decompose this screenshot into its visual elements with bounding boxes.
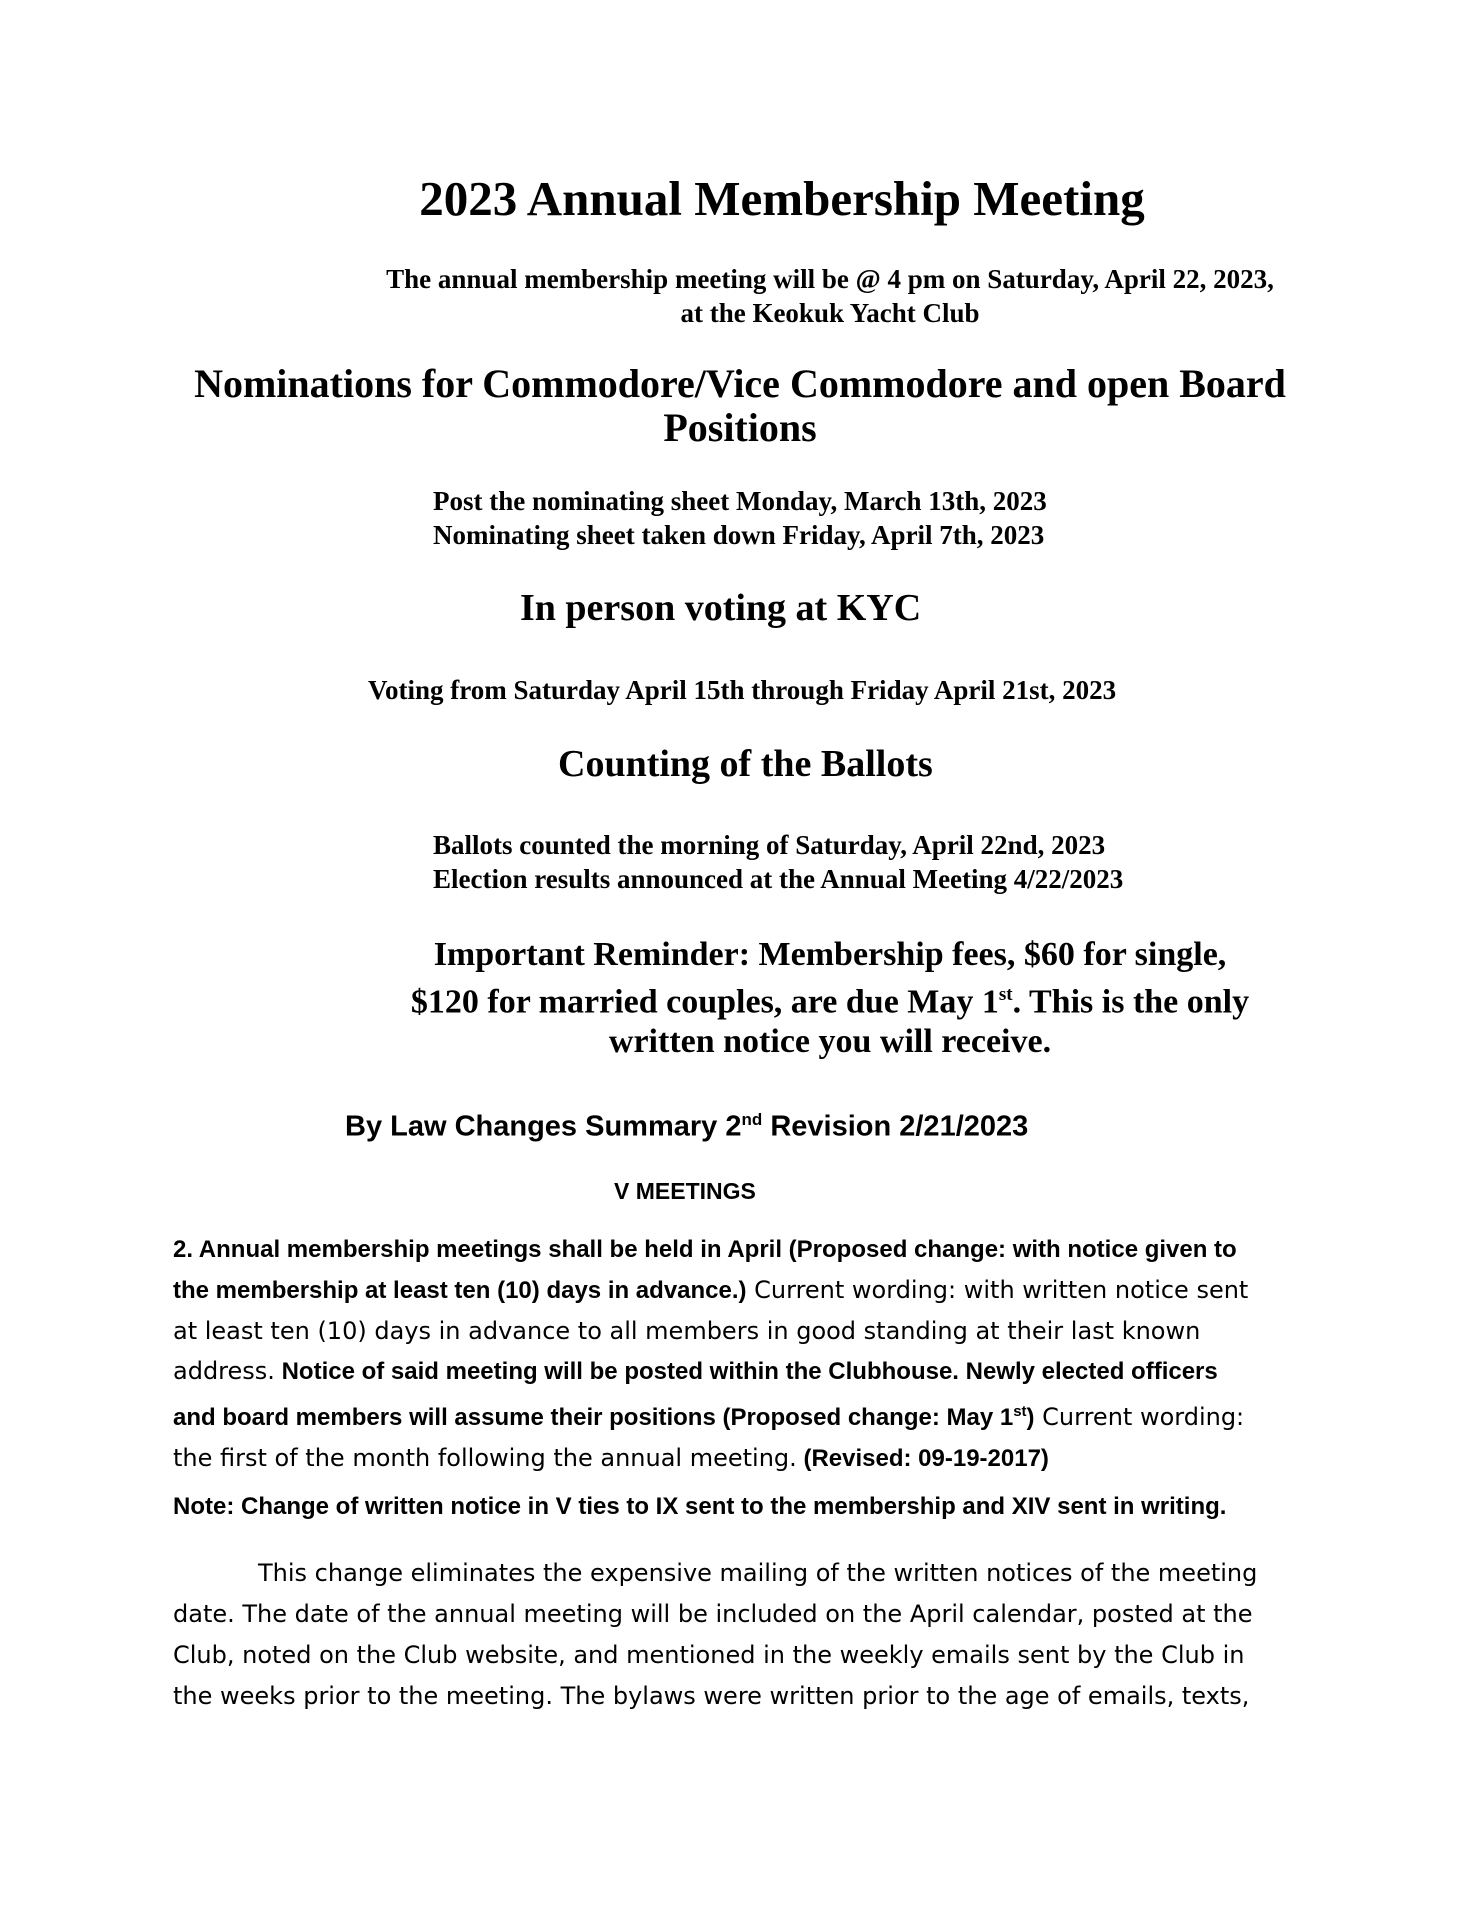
meeting-info-line: The annual membership meeting will be @ 4 pm on Saturday, April 22, 2023, bbox=[386, 264, 1274, 294]
ordinal-suffix: st bbox=[1013, 1403, 1027, 1420]
ballots-counted-date: Ballots counted the morning of Saturday, April 22nd, 2023 bbox=[433, 830, 1106, 860]
reminder-line1: Important Reminder: Membership fees, $60 for single, bbox=[433, 936, 1227, 973]
current-wording: address. bbox=[173, 1357, 275, 1385]
proposed-wording: the membership at least ten (10) days in advance.) bbox=[173, 1277, 747, 1304]
reminder-ordinal: st bbox=[998, 984, 1013, 1005]
voting-dates: Voting from Saturday April 15th through Friday April 21st, 2023 bbox=[368, 675, 1117, 705]
article-line: at least ten (10) days in advance to all members in good standing at their last known bbox=[173, 1317, 1201, 1345]
current-wording: the first of the month following the annual meeting. bbox=[173, 1444, 797, 1472]
nominating-takedown-date: Nominating sheet taken down Friday, April 7th, 2023 bbox=[433, 520, 1045, 550]
reminder-line2-text: $120 for married couples, are due May 1 bbox=[410, 983, 999, 1021]
explanation-line: This change eliminates the expensive mailing of the written notices of the meeting bbox=[258, 1559, 1258, 1587]
article-line bbox=[173, 1438, 1248, 1479]
proposed-wording: ) bbox=[1026, 1404, 1035, 1431]
voting-heading: In person voting at KYC bbox=[520, 587, 922, 629]
change-explanation bbox=[173, 1553, 1257, 1717]
reminder-line2 bbox=[330, 975, 1330, 1022]
page-title: 2023 Annual Membership Meeting bbox=[419, 171, 1145, 226]
nominations-heading-line2: Positions bbox=[663, 405, 817, 450]
article-line bbox=[173, 1270, 1248, 1311]
nominating-post-date: Post the nominating sheet Monday, March 13th, 2023 bbox=[433, 486, 1047, 516]
membership-fee-reminder bbox=[330, 935, 1330, 1062]
proposed-wording: and board members will assume their positions (Proposed change: May 1 bbox=[173, 1404, 1014, 1431]
revision-date: (Revised: 09-19-2017) bbox=[796, 1445, 1049, 1472]
bylaw-heading-text: By Law Changes Summary 2 bbox=[345, 1110, 742, 1143]
bylaw-changes-heading bbox=[345, 1110, 1028, 1144]
nominations-heading bbox=[120, 362, 1360, 450]
nominations-heading-line1: Nominations for Commodore/Vice Commodore and open Board bbox=[194, 361, 1286, 406]
article-line bbox=[173, 1392, 1248, 1438]
explanation-line: the weeks prior to the meeting. The bylaws were written prior to the age of emails, texts, bbox=[173, 1682, 1250, 1710]
meeting-info bbox=[330, 262, 1330, 330]
reminder-line2-tail: . This is the only bbox=[1012, 983, 1250, 1021]
explanation-line: Club, noted on the Club website, and mentioned in the weekly emails sent by the Club in bbox=[173, 1641, 1245, 1669]
article-line: 2. Annual membership meetings shall be held in April (Proposed change: with notice given to bbox=[173, 1236, 1237, 1263]
reminder-line3: written notice you will receive. bbox=[608, 1023, 1052, 1061]
section-heading: V MEETINGS bbox=[614, 1178, 756, 1204]
current-wording: Current wording: bbox=[1034, 1403, 1245, 1431]
meeting-info-location: at the Keokuk Yacht Club bbox=[680, 298, 980, 328]
proposed-wording: Notice of said meeting will be posted within the Clubhouse. Newly elected officers bbox=[274, 1358, 1218, 1385]
article-line bbox=[173, 1351, 1248, 1392]
explanation-line: date. The date of the annual meeting will be included on the April calendar, posted at the bbox=[173, 1600, 1253, 1628]
counting-dates bbox=[433, 828, 1123, 896]
change-note: Note: Change of written notice in V ties to IX sent to the membership and XIV sent in writing. bbox=[173, 1493, 1227, 1520]
article-v2-text bbox=[173, 1230, 1248, 1479]
bylaw-heading-ordinal: nd bbox=[741, 1110, 763, 1129]
bylaw-heading-revision: Revision 2/21/2023 bbox=[762, 1110, 1029, 1143]
nominating-dates bbox=[433, 484, 1047, 552]
results-announced-date: Election results announced at the Annual Meeting 4/22/2023 bbox=[433, 864, 1124, 894]
current-wording: Current wording: with written notice sent bbox=[746, 1276, 1249, 1304]
counting-heading: Counting of the Ballots bbox=[558, 743, 933, 785]
